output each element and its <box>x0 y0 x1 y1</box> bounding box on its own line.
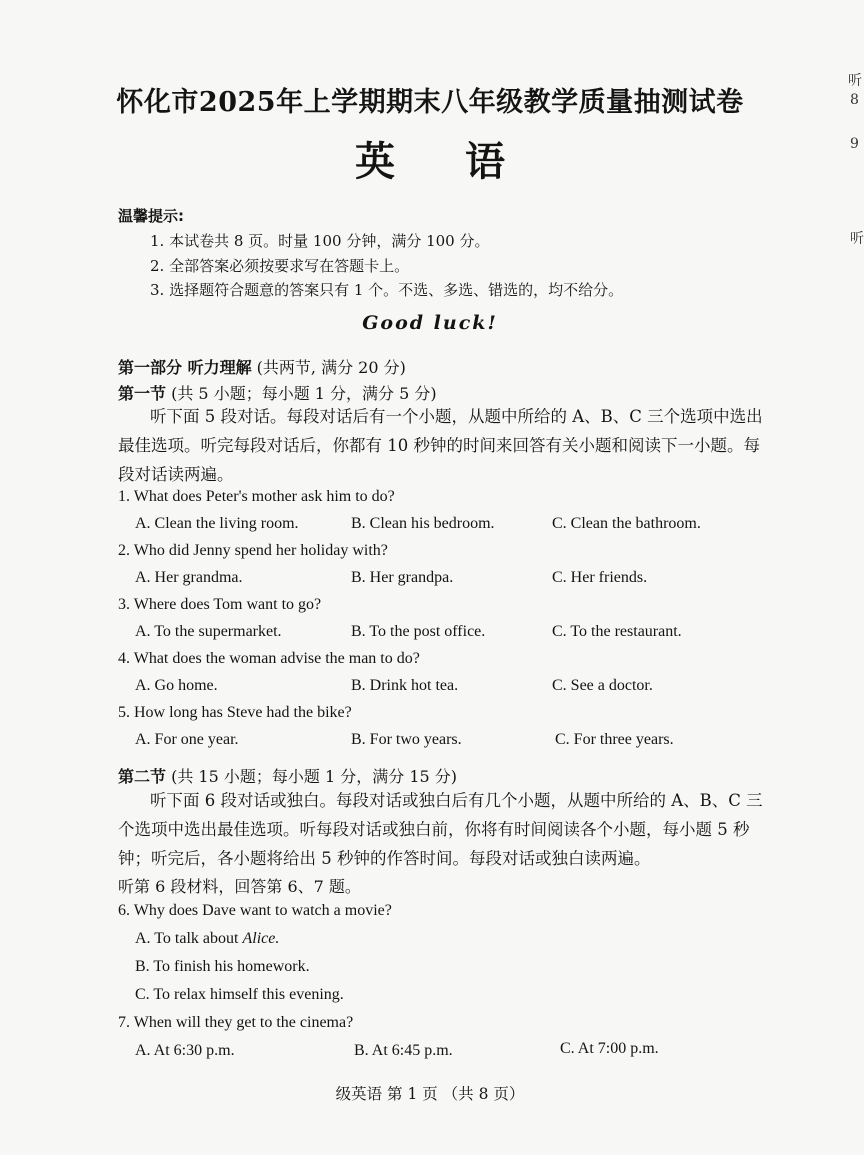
margin-fragment: 8 <box>850 92 859 108</box>
q3-option-c: C. To the restaurant. <box>552 623 682 640</box>
q6-option-b: B. To finish his homework. <box>135 958 310 975</box>
q6-option-a-italic: Alice. <box>242 930 280 947</box>
q3-option-b: B. To the post office. <box>351 623 486 640</box>
material-note: 听第 6 段材料，回答第 6、7 题。 <box>118 877 361 896</box>
section1-instructions: 听下面 5 段对话。每段对话后有一个小题，从题中所给的 A、B、C 三个选项中选出最佳选项。听完每段对话后，你都有 10 秒钟的时间来回答有关小题和阅读下一小题。每段对话读两遍。 <box>118 407 763 484</box>
section2-heading-rest: (共 15 小题；每小题 1 分，满分 15 分) <box>166 767 458 786</box>
q4-option-b: B. Drink hot tea. <box>351 677 459 694</box>
tip-item: 3. 选择题符合题意的答案只有 1 个。不选、多选、错选的，均不给分。 <box>150 281 624 299</box>
q1-option-b: B. Clean his bedroom. <box>351 515 495 532</box>
question-6: 6. Why does Dave want to watch a movie? <box>118 902 392 919</box>
part1-heading-bold: 第一部分 听力理解 <box>118 358 252 377</box>
question-2: 2. Who did Jenny spend her holiday with? <box>118 542 388 559</box>
q7-option-a: A. At 6:30 p.m. <box>135 1042 235 1059</box>
margin-fragment: 听 <box>850 231 864 247</box>
question-3: 3. Where does Tom want to go? <box>118 596 322 613</box>
exam-title: 怀化市2025年上学期期末八年级教学质量抽测试卷 <box>116 87 744 118</box>
good-luck: Good luck! <box>362 312 498 334</box>
section1-heading <box>118 381 437 404</box>
q4-option-a: A. Go home. <box>135 677 218 694</box>
margin-fragment: 听 <box>848 73 862 89</box>
q5-option-a: A. For one year. <box>135 731 239 748</box>
tip-item: 1. 本试卷共 8 页。时量 100 分钟，满分 100 分。 <box>150 232 490 250</box>
q2-option-c: C. Her friends. <box>552 569 648 586</box>
question-4: 4. What does the woman advise the man to do? <box>118 650 420 667</box>
part1-heading-rest: (共两节, 满分 20 分) <box>251 358 406 377</box>
q5-option-b: B. For two years. <box>351 731 462 748</box>
q2-option-b: B. Her grandpa. <box>351 569 454 586</box>
question-5: 5. How long has Steve had the bike? <box>118 704 352 721</box>
q7-option-b: B. At 6:45 p.m. <box>354 1042 453 1059</box>
part1-heading <box>118 355 406 378</box>
q1-option-c: C. Clean the bathroom. <box>552 515 701 532</box>
section2-heading <box>118 764 457 787</box>
q5-option-c: C. For three years. <box>555 731 674 748</box>
q6-option-a-prefix: A. To talk about <box>135 930 243 947</box>
q6-option-a <box>135 930 279 948</box>
subject-title: 英 语 <box>355 138 533 185</box>
q1-option-a: A. Clean the living room. <box>135 515 299 532</box>
q3-option-a: A. To the supermarket. <box>135 623 282 640</box>
section2-instructions: 听下面 6 段对话或独白。每段对话或独白后有几个小题，从题中所给的 A、B、C 三个选项中选出最佳选项。听每段对话或独白前，你将有时间阅读各个小题，每小题 5 秒钟；听完后，各小题将给出 5 秒钟的作答时间。每段对话或独白读两遍。 <box>118 791 763 868</box>
tip-item: 2. 全部答案必须按要求写在答题卡上。 <box>150 257 410 275</box>
section1-heading-rest: (共 5 小题；每小题 1 分，满分 5 分) <box>166 384 437 403</box>
page-footer: 级英语 第 1 页 （共 8 页） <box>335 1085 525 1103</box>
q7-option-c: C. At 7:00 p.m. <box>560 1040 659 1057</box>
q6-option-c: C. To relax himself this evening. <box>135 986 344 1003</box>
question-7: 7. When will they get to the cinema? <box>118 1014 354 1031</box>
q4-option-c: C. See a doctor. <box>552 677 653 694</box>
q2-option-a: A. Her grandma. <box>135 569 243 586</box>
tips-heading: 温馨提示: <box>118 207 184 225</box>
question-1: 1. What does Peter's mother ask him to do? <box>118 488 395 505</box>
section2-heading-bold: 第二节 <box>118 767 167 786</box>
section1-heading-bold: 第一节 <box>118 384 167 403</box>
margin-fragment: 9 <box>850 136 859 152</box>
